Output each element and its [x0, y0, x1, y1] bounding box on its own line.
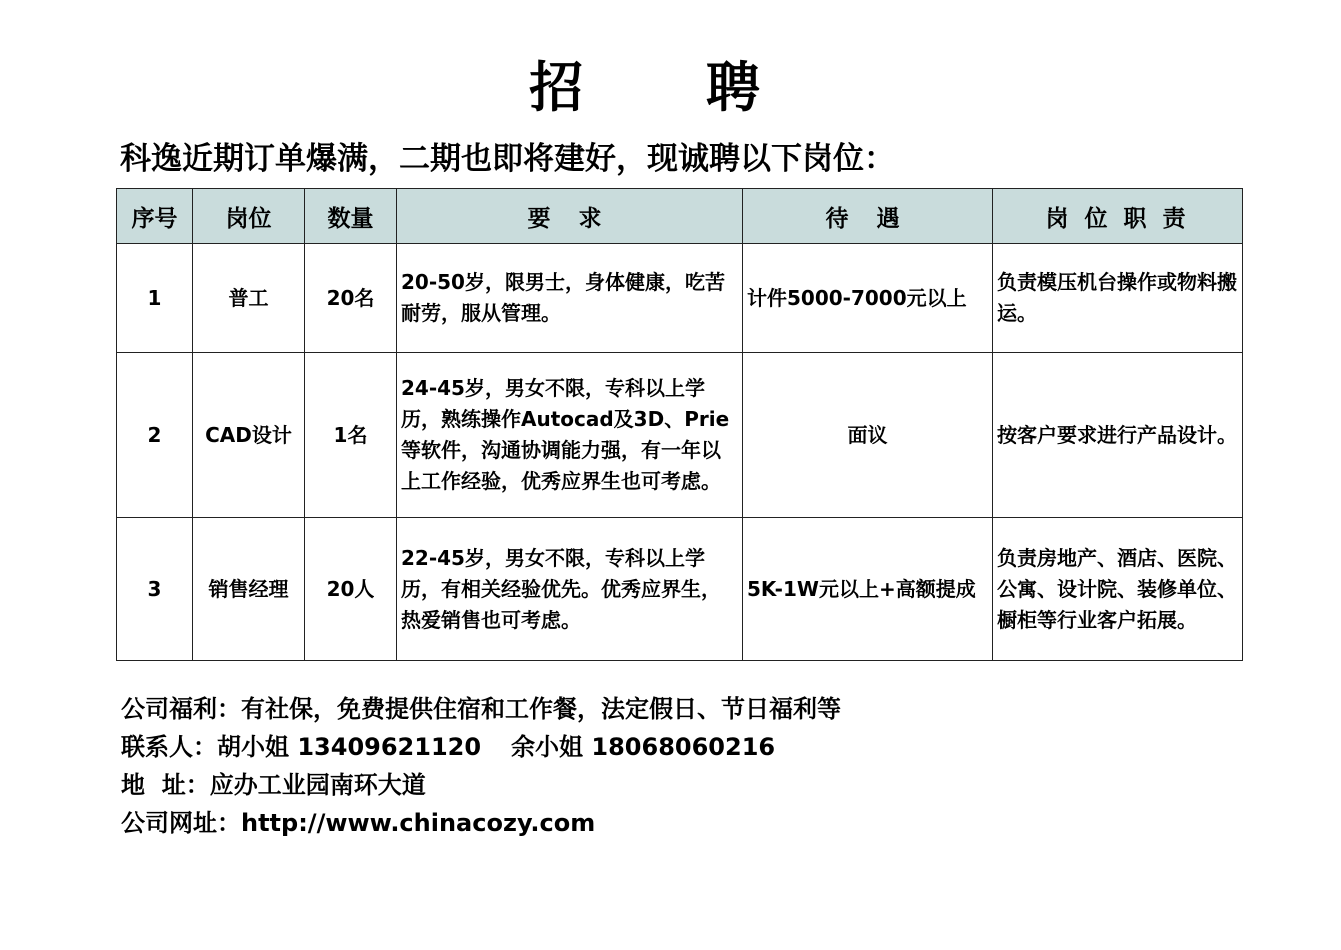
cell-position: CAD设计	[193, 353, 305, 518]
page-title: 招 聘	[529, 56, 812, 119]
table-row	[117, 518, 1243, 661]
cell-no: 3	[117, 518, 193, 661]
cell-no: 2	[117, 353, 193, 518]
cell-count: 20人	[305, 518, 397, 661]
cell-duty: 负责模压机台操作或物料搬运。	[993, 244, 1243, 353]
cell-salary: 面议	[743, 353, 993, 518]
jobs-table	[116, 188, 1243, 661]
header-count: 数量	[305, 189, 397, 244]
website-line: 公司网址：http://www.chinacozy.com	[121, 809, 596, 837]
table-row	[117, 244, 1243, 353]
cell-count: 1名	[305, 353, 397, 518]
cell-requirement: 22-45岁，男女不限，专科以上学历，有相关经验优先。优秀应界生，热爱销售也可考虑。	[397, 518, 743, 661]
contact-line	[121, 728, 841, 766]
header-requirement: 要 求	[397, 189, 743, 244]
contact-2: 余小姐 18068060216	[511, 733, 776, 761]
cell-salary: 计件5000-7000元以上	[743, 244, 993, 353]
header-salary: 待 遇	[743, 189, 993, 244]
contact-1: 胡小姐 13409621120	[217, 733, 482, 761]
benefits-line: 公司福利：有社保，免费提供住宿和工作餐，法定假日、节日福利等	[121, 695, 841, 723]
table-row	[117, 353, 1243, 518]
cell-position: 销售经理	[193, 518, 305, 661]
header-position: 岗位	[193, 189, 305, 244]
cell-duty: 负责房地产、酒店、医院、公寓、设计院、装修单位、橱柜等行业客户拓展。	[993, 518, 1243, 661]
cell-position: 普工	[193, 244, 305, 353]
cell-requirement: 20-50岁，限男士，身体健康，吃苦耐劳，服从管理。	[397, 244, 743, 353]
header-no: 序号	[117, 189, 193, 244]
header-duty: 岗 位 职 责	[993, 189, 1243, 244]
cell-salary: 5K-1W元以上+高额提成	[743, 518, 993, 661]
cell-duty: 按客户要求进行产品设计。	[993, 353, 1243, 518]
cell-no: 1	[117, 244, 193, 353]
subtitle: 科逸近期订单爆满，二期也即将建好，现诚聘以下岗位：	[120, 141, 895, 177]
table-header-row	[117, 189, 1243, 244]
cell-requirement: 24-45岁，男女不限，专科以上学历，熟练操作Autocad及3D、Prie等软件，沟通协调能力强，有一年以上工作经验，优秀应界生也可考虑。	[397, 353, 743, 518]
address-line: 地 址：应办工业园南环大道	[121, 771, 426, 799]
cell-count: 20名	[305, 244, 397, 353]
footer-info	[121, 690, 841, 842]
contact-label: 联系人：	[121, 733, 217, 761]
